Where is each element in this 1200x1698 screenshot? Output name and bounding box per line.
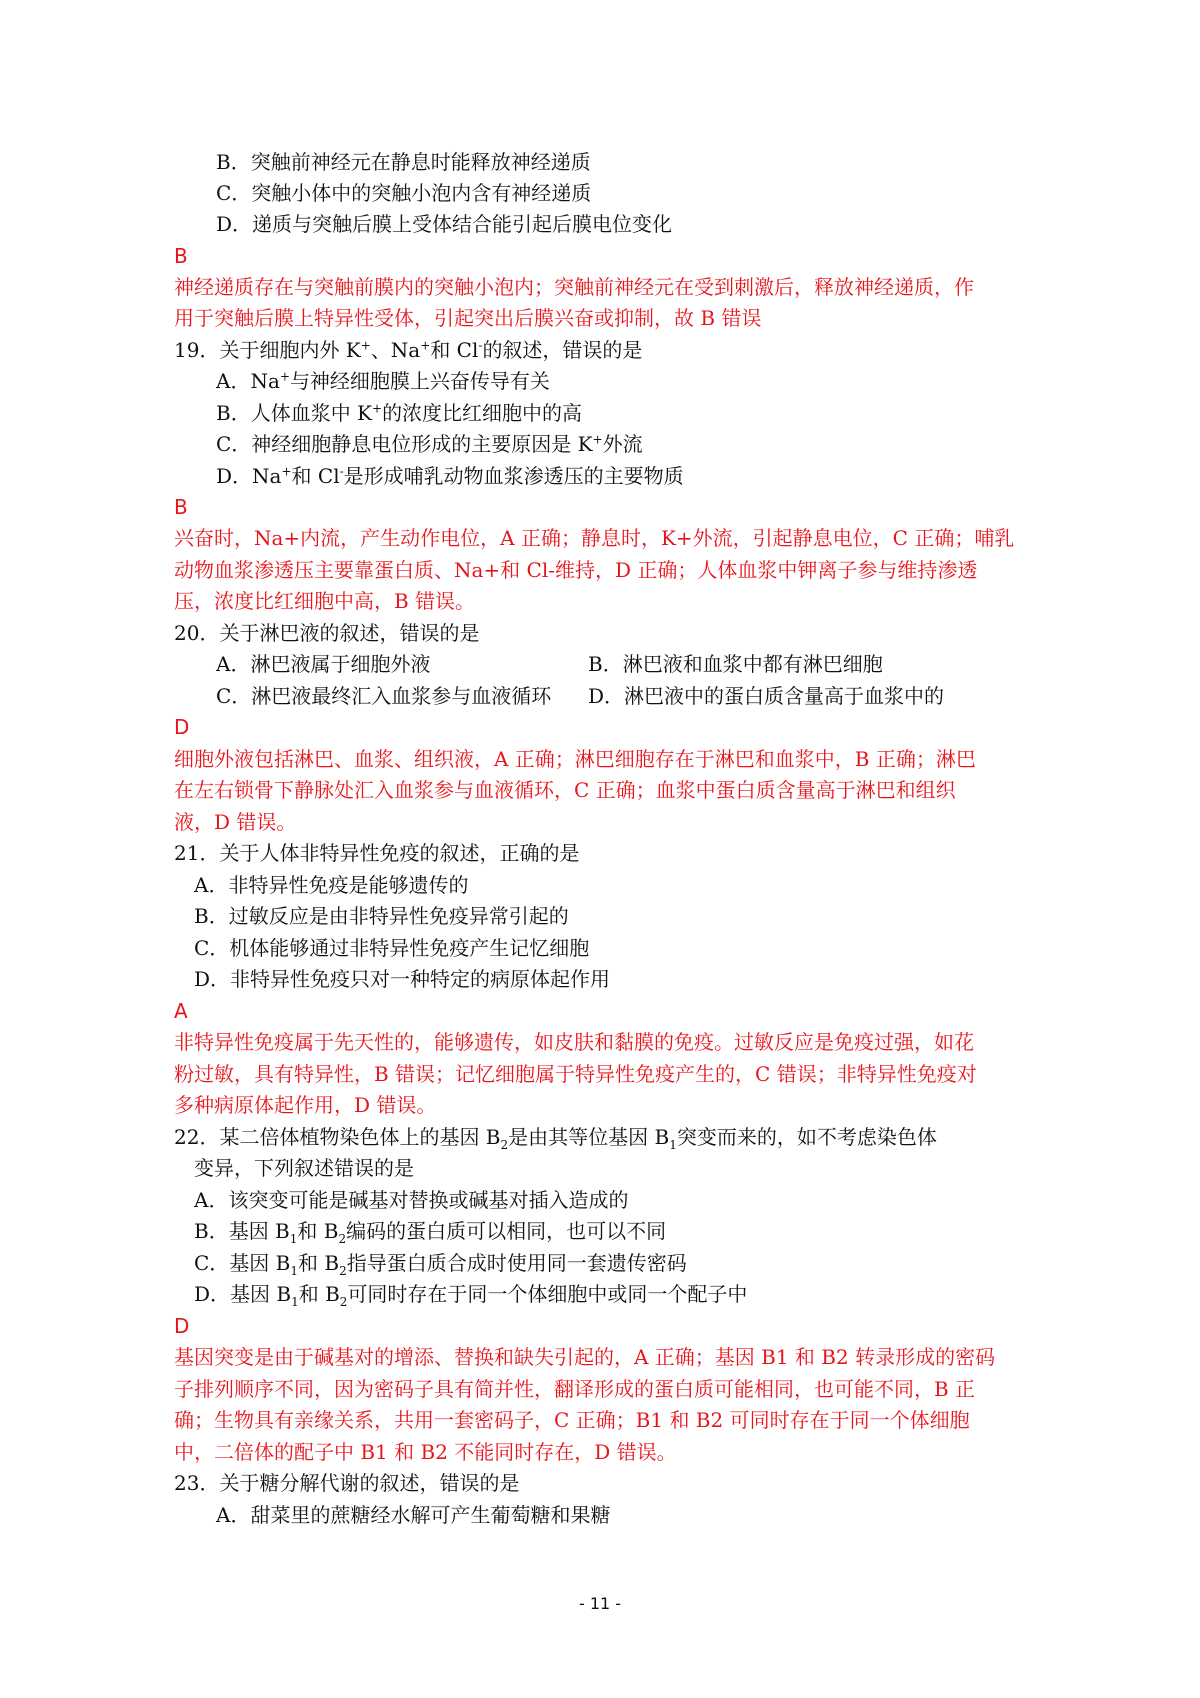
q20-explanation-line-1: 细胞外液包括淋巴、血浆、组织液，A 正确；淋巴细胞存在于淋巴和血浆中，B 正确；淋巴 xyxy=(174,747,976,771)
q22-explanation-line-1: 基因突变是由于碱基对的增添、替换和缺失引起的，A 正确；基因 B1 和 B2 转录形成的密码 xyxy=(174,1345,996,1369)
q22-answer: D xyxy=(174,1314,190,1338)
q19-option-a: A．Na+与神经细胞膜上兴奋传导有关 xyxy=(216,369,550,393)
q19-option-b: B．人体血浆中 K+的浓度比红细胞中的高 xyxy=(216,401,583,425)
page-number: - 11 - xyxy=(578,1594,622,1613)
q19-explanation-line-3: 压，浓度比红细胞中高，B 错误。 xyxy=(174,589,476,613)
q21-option-c: C．机体能够通过非特异性免疫产生记忆细胞 xyxy=(194,936,590,960)
q18-option-c: C．突触小体中的突触小泡内含有神经递质 xyxy=(216,181,592,205)
q22-explanation-line-3: 确；生物具有亲缘关系，共用一套密码子，C 正确；B1 和 B2 可同时存在于同一个体细胞 xyxy=(174,1408,970,1432)
q21-answer: A xyxy=(174,999,188,1023)
q21-explanation-line-3: 多种病原体起作用，D 错误。 xyxy=(174,1093,437,1117)
q20-stem: 20．关于淋巴液的叙述，错误的是 xyxy=(174,621,480,645)
q20-answer: D xyxy=(174,715,190,739)
q22-option-b: B．基因 $B_1$和 $B_2$编码的蛋白质可以相同，也可以不同 xyxy=(194,1219,667,1246)
q19-explanation-line-1: 兴奋时，Na+内流，产生动作电位，A 正确；静息时，K+外流，引起静息电位，C 正确；哺乳 xyxy=(174,526,1015,550)
q22-stem-line-2: 变异，下列叙述错误的是 xyxy=(194,1156,414,1180)
q22-option-d: D．基因 $B_1$和 $B_2$可同时存在于同一个体细胞中或同一个配子中 xyxy=(194,1282,748,1309)
q22-option-a: A．该突变可能是碱基对替换或碱基对插入造成的 xyxy=(194,1188,629,1212)
q23-stem: 23．关于糖分解代谢的叙述，错误的是 xyxy=(174,1471,520,1495)
q18-explanation-line-2: 用于突触后膜上特异性受体，引起突出后膜兴奋或抑制，故 B 错误 xyxy=(174,306,762,330)
q20-explanation-line-3: 液，D 错误。 xyxy=(174,810,297,834)
q19-stem: 19．关于细胞内外 K+、Na+和 Cl-的叙述，错误的是 xyxy=(174,338,643,362)
q23-option-a: A．甜菜里的蔗糖经水解可产生葡萄糖和果糖 xyxy=(216,1503,611,1527)
q20-explanation-line-2: 在左右锁骨下静脉处汇入血浆参与血液循环，C 正确；血浆中蛋白质含量高于淋巴和组织 xyxy=(174,778,956,802)
q20-option-c: C．淋巴液最终汇入血浆参与血液循环 xyxy=(216,684,552,708)
q18-option-d: D．递质与突触后膜上受体结合能引起后膜电位变化 xyxy=(216,212,673,236)
q20-option-b: B．淋巴液和血浆中都有淋巴细胞 xyxy=(588,652,883,676)
q21-option-b: B．过敏反应是由非特异性免疫异常引起的 xyxy=(194,904,569,928)
q19-answer: B xyxy=(174,495,188,519)
q18-option-b: B．突触前神经元在静息时能释放神经递质 xyxy=(216,150,591,174)
q21-stem: 21．关于人体非特异性免疫的叙述，正确的是 xyxy=(174,841,580,865)
q21-explanation-line-1: 非特异性免疫属于先天性的，能够遗传，如皮肤和黏膜的免疫。过敏反应是免疫过强，如花 xyxy=(174,1030,974,1054)
q20-option-d: D．淋巴液中的蛋白质含量高于血浆中的 xyxy=(588,684,945,708)
q21-explanation-line-2: 粉过敏，具有特异性，B 错误；记忆细胞属于特异性免疫产生的，C 错误；非特异性免疫对 xyxy=(174,1062,977,1086)
q22-stem-line-1: 22．某二倍体植物染色体上的基因 $B_2$是由其等位基因 $B_1$突变而来的，如不考虑染色体 xyxy=(174,1125,937,1152)
q19-option-c: C．神经细胞静息电位形成的主要原因是 K+外流 xyxy=(216,432,643,456)
q22-explanation-line-2: 子排列顺序不同，因为密码子具有简并性，翻译形成的蛋白质可能相同，也可能不同，B 正 xyxy=(174,1377,976,1401)
q22-explanation-line-4: 中，二倍体的配子中 B1 和 B2 不能同时存在，D 错误。 xyxy=(174,1440,677,1464)
q21-option-a: A．非特异性免疫是能够遗传的 xyxy=(194,873,469,897)
q21-option-d: D．非特异性免疫只对一种特定的病原体起作用 xyxy=(194,967,611,991)
q18-answer: B xyxy=(174,244,188,268)
q19-option-d: D．Na+和 Cl-是形成哺乳动物血浆渗透压的主要物质 xyxy=(216,464,684,488)
q22-option-c: C．基因 $B_1$和 $B_2$指导蛋白质合成时使用同一套遗传密码 xyxy=(194,1251,687,1278)
q19-explanation-line-2: 动物血浆渗透压主要靠蛋白质、Na+和 Cl-维持，D 正确；人体血浆中钾离子参与维持渗透 xyxy=(174,558,978,582)
q18-explanation-line-1: 神经递质存在与突触前膜内的突触小泡内；突触前神经元在受到刺激后，释放神经递质，作 xyxy=(174,275,974,299)
q20-option-a: A．淋巴液属于细胞外液 xyxy=(216,652,431,676)
